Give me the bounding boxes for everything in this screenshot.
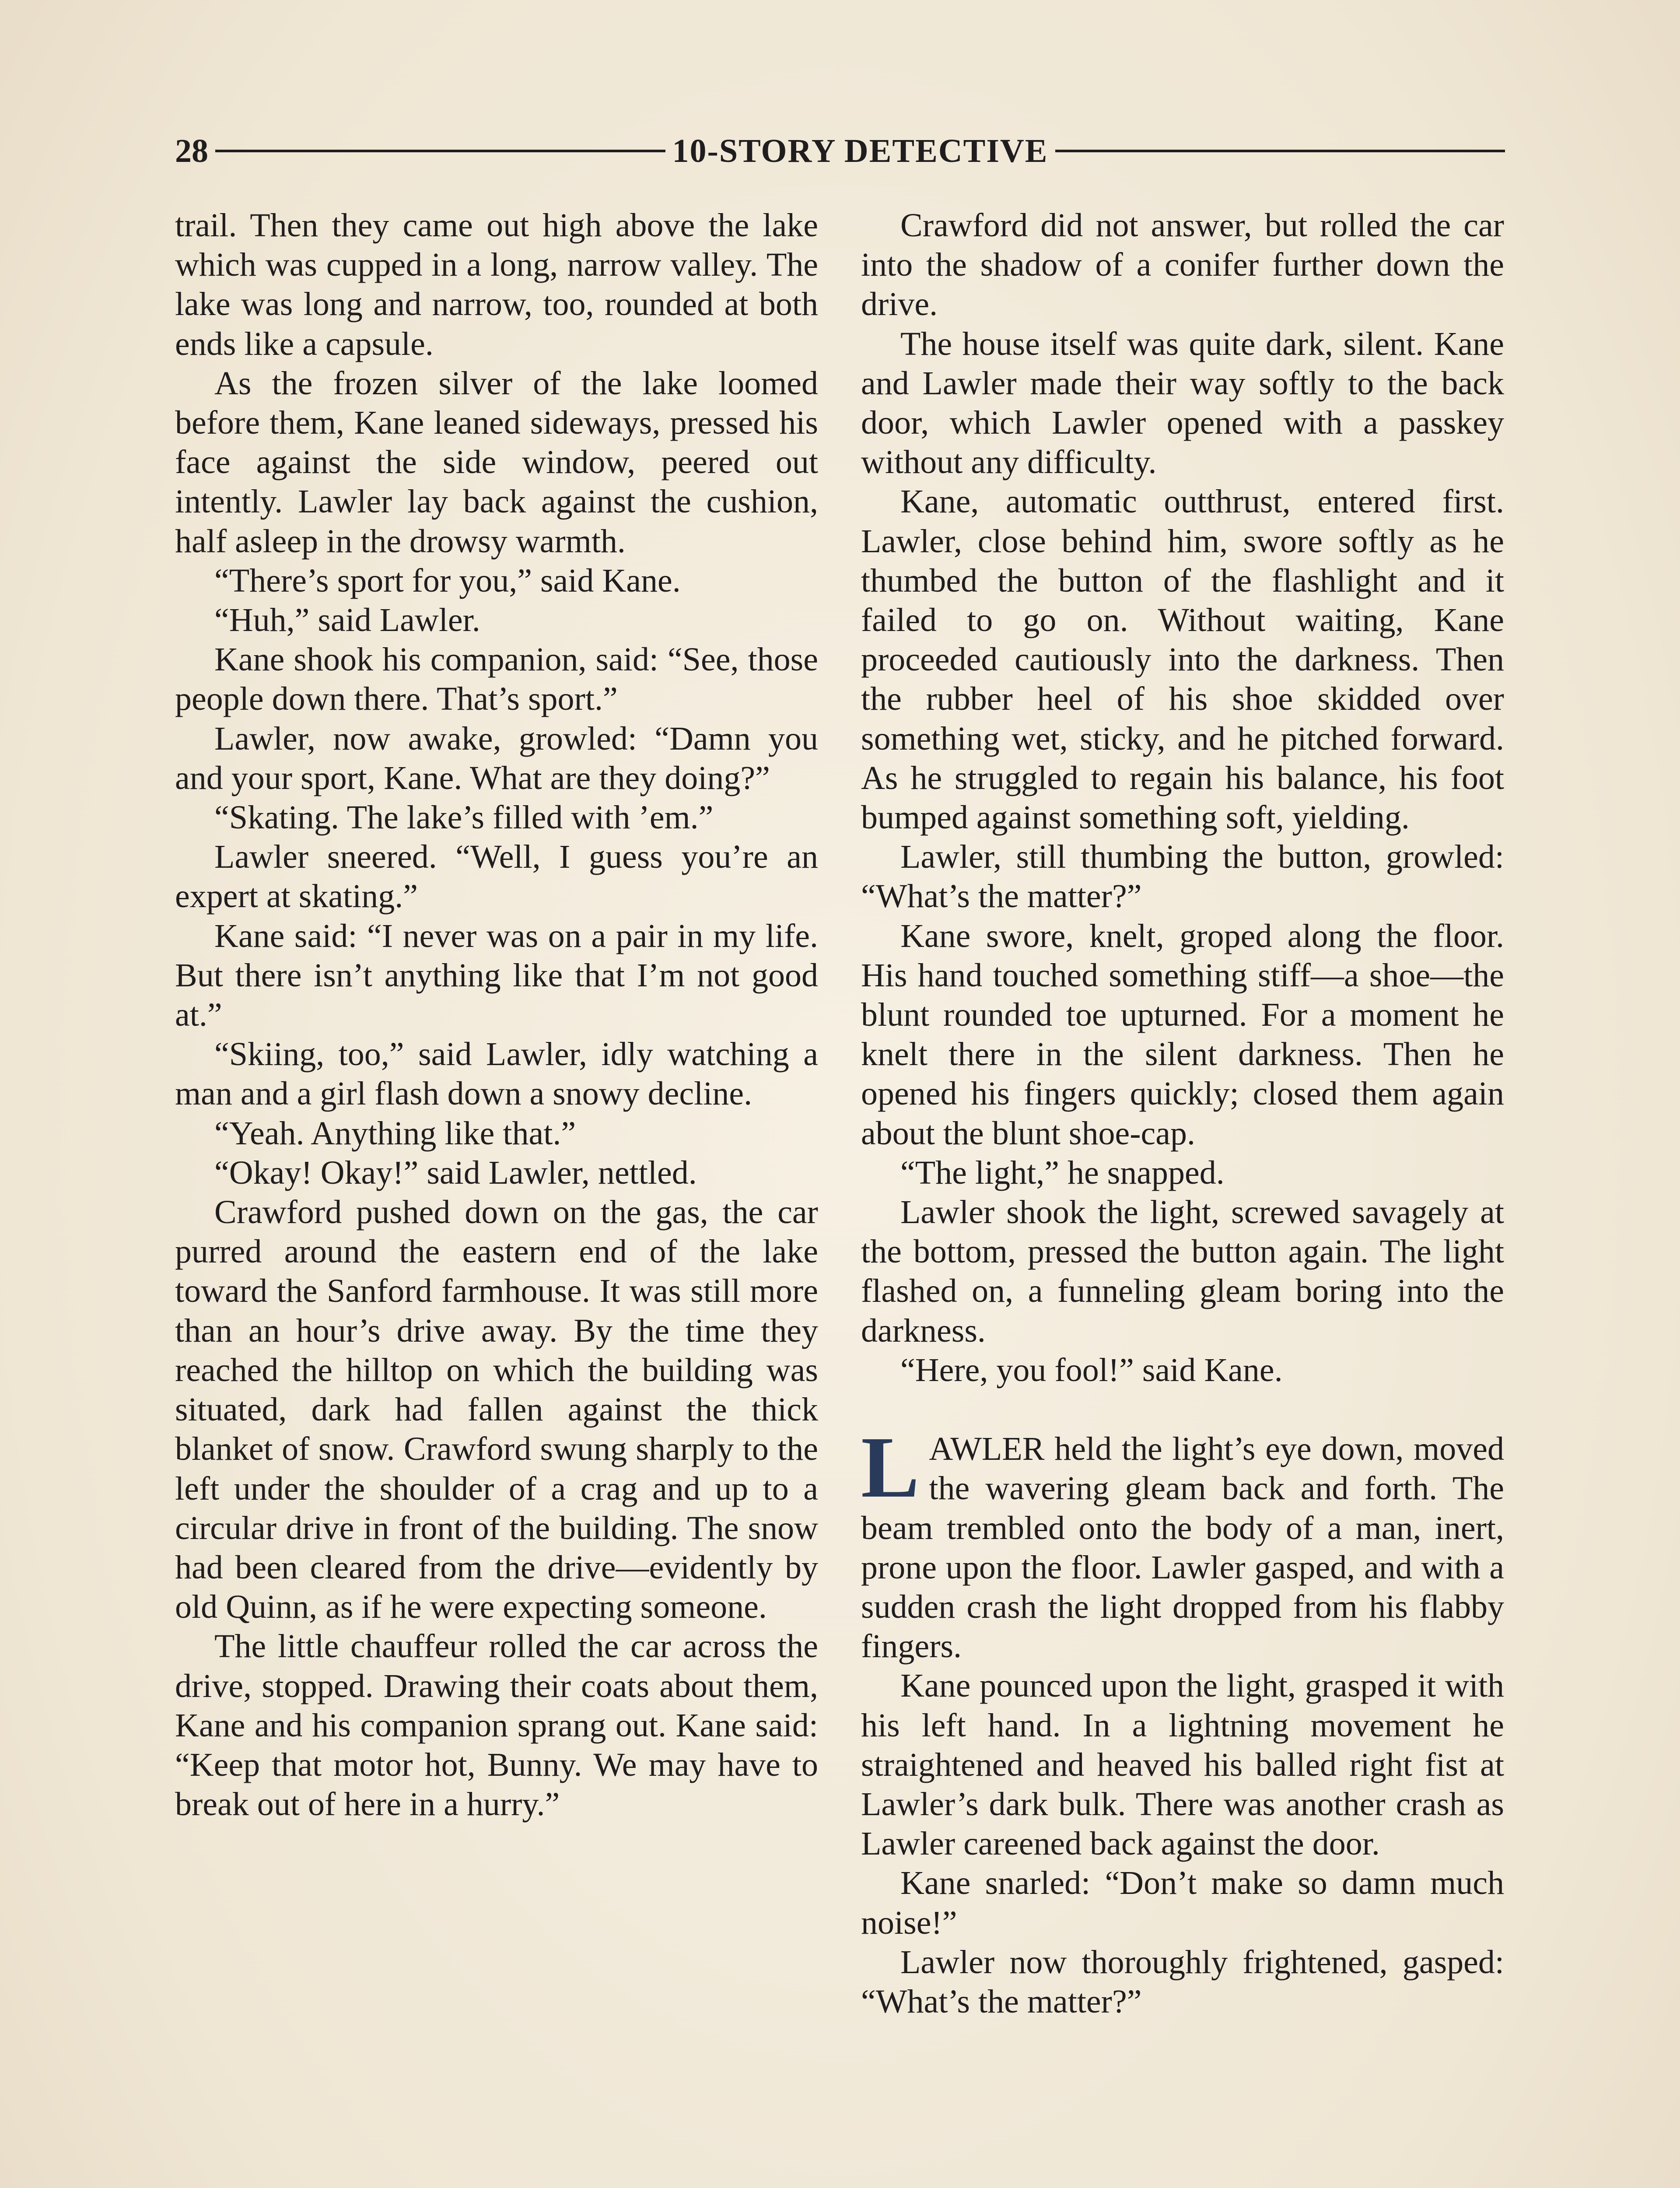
- paragraph: Kane snarled: “Don’t make so damn much noise!”: [861, 1865, 1504, 1941]
- paragraph: trail. Then they came out high above the lake which was cupped in a long, narrow valley. The lake was long and narrow, too, rounded at both ends like a capsule.: [175, 207, 818, 362]
- paragraph: Kane said: “I never was on a pair in my life. But there isn’t anything like that I’m not good at.”: [175, 917, 818, 1034]
- paragraph: The house itself was quite dark, silent. Kane and Lawler made their way softly to the back door, which Lawler opened with a passkey without any difficulty.: [861, 325, 1504, 481]
- paragraph: Kane shook his companion, said: “See, those people down there. That’s sport.”: [175, 641, 818, 718]
- section-opening-text: AWLER held the light’s eye down, moved the wavering gleam back and forth. The beam trembled onto the body of a man, inert, prone upon the floor. Lawler gasped, and with a sudden crash the light dropped from his flabby fingers.: [861, 1431, 1504, 1665]
- section-opening-paragraph: [861, 1419, 1504, 1666]
- paragraph: Lawler now thoroughly frightened, gasped: “What’s the matter?”: [861, 1943, 1504, 2020]
- paragraph: Lawler sneered. “Well, I guess you’re an expert at skating.”: [175, 838, 818, 915]
- header-rule-left: [215, 150, 665, 152]
- paragraph: Lawler shook the light, screwed savagely at the bottom, pressed the button again. The light flashed on, a funneling gleam boring into the darkness.: [861, 1194, 1504, 1349]
- paragraph: The little chauffeur rolled the car across the drive, stopped. Drawing their coats about them, Kane and his companion sprang out. Kane said: “Keep that motor hot, Bunny. We may have to break out of here in a hurry.”: [175, 1628, 818, 1823]
- drop-cap: L: [861, 1419, 920, 1516]
- paragraph: As the frozen silver of the lake loomed before them, Kane leaned sideways, pressed his face against the side window, peered out intently. Lawler lay back against the cushion, half asleep in the drowsy warmth.: [175, 365, 818, 560]
- paragraph: Crawford did not answer, but rolled the car into the shadow of a conifer further down the drive.: [861, 207, 1504, 323]
- paragraph: Kane pounced upon the light, grasped it with his left hand. In a lightning movement he straightened and heaved his balled right fist at Lawler’s dark bulk. There was another crash as Lawler careened back against the door.: [861, 1667, 1504, 1862]
- paragraph: Lawler, now awake, growled: “Damn you and your sport, Kane. What are they doing?”: [175, 720, 818, 796]
- paragraph: “Skating. The lake’s filled with ’em.”: [214, 799, 714, 836]
- paragraph: “Huh,” said Lawler.: [214, 602, 480, 639]
- paragraph: “Here, you fool!” said Kane.: [900, 1351, 1283, 1389]
- page-number: 28: [175, 132, 208, 169]
- paragraph: Crawford pushed down on the gas, the car purred around the eastern end of the lake toward the Sanford farmhouse. It was still more than an hour’s drive away. By the time they reached the hilltop on which the building was situated, dark had fallen against the thick blanket of snow. Crawford swung sharply to the left under the shoulder of a crag and up to a circular drive in front of the building. The snow had been cleared from the drive—evidently by old Quinn, as if he were expecting someone.: [175, 1194, 818, 1626]
- left-column: [175, 206, 818, 1824]
- paragraph: Lawler, still thumbing the button, growled: “What’s the matter?”: [861, 838, 1504, 915]
- running-header: [175, 127, 1505, 175]
- paragraph: “Skiing, too,” said Lawler, idly watching a man and a girl flash down a snowy decline.: [175, 1036, 818, 1112]
- paragraph: Kane, automatic outthrust, entered first. Lawler, close behind him, swore softly as he thumbed the button of the flashlight and it failed to go on. Without waiting, Kane proceeded cautiously into the darkness. Then the rubber heel of his shoe skidded over something wet, sticky, and he pitched forward. As he struggled to regain his balance, his foot bumped against something soft, yielding.: [861, 483, 1504, 836]
- paragraph: “Okay! Okay!” said Lawler, nettled.: [214, 1154, 697, 1191]
- paragraph: “There’s sport for you,” said Kane.: [214, 562, 681, 599]
- paragraph: “The light,” he snapped.: [900, 1154, 1225, 1191]
- paragraph: “Yeah. Anything like that.”: [214, 1115, 576, 1152]
- right-column: [861, 206, 1504, 2021]
- magazine-title: 10-STORY DETECTIVE: [672, 132, 1048, 169]
- paragraph: Kane swore, knelt, groped along the floor. His hand touched something stiff—a shoe—the blunt rounded toe upturned. For a moment he knelt there in the silent darkness. Then he opened his fingers quickly; closed them again about the blunt shoe-cap.: [861, 917, 1504, 1152]
- header-rule-right: [1055, 150, 1505, 152]
